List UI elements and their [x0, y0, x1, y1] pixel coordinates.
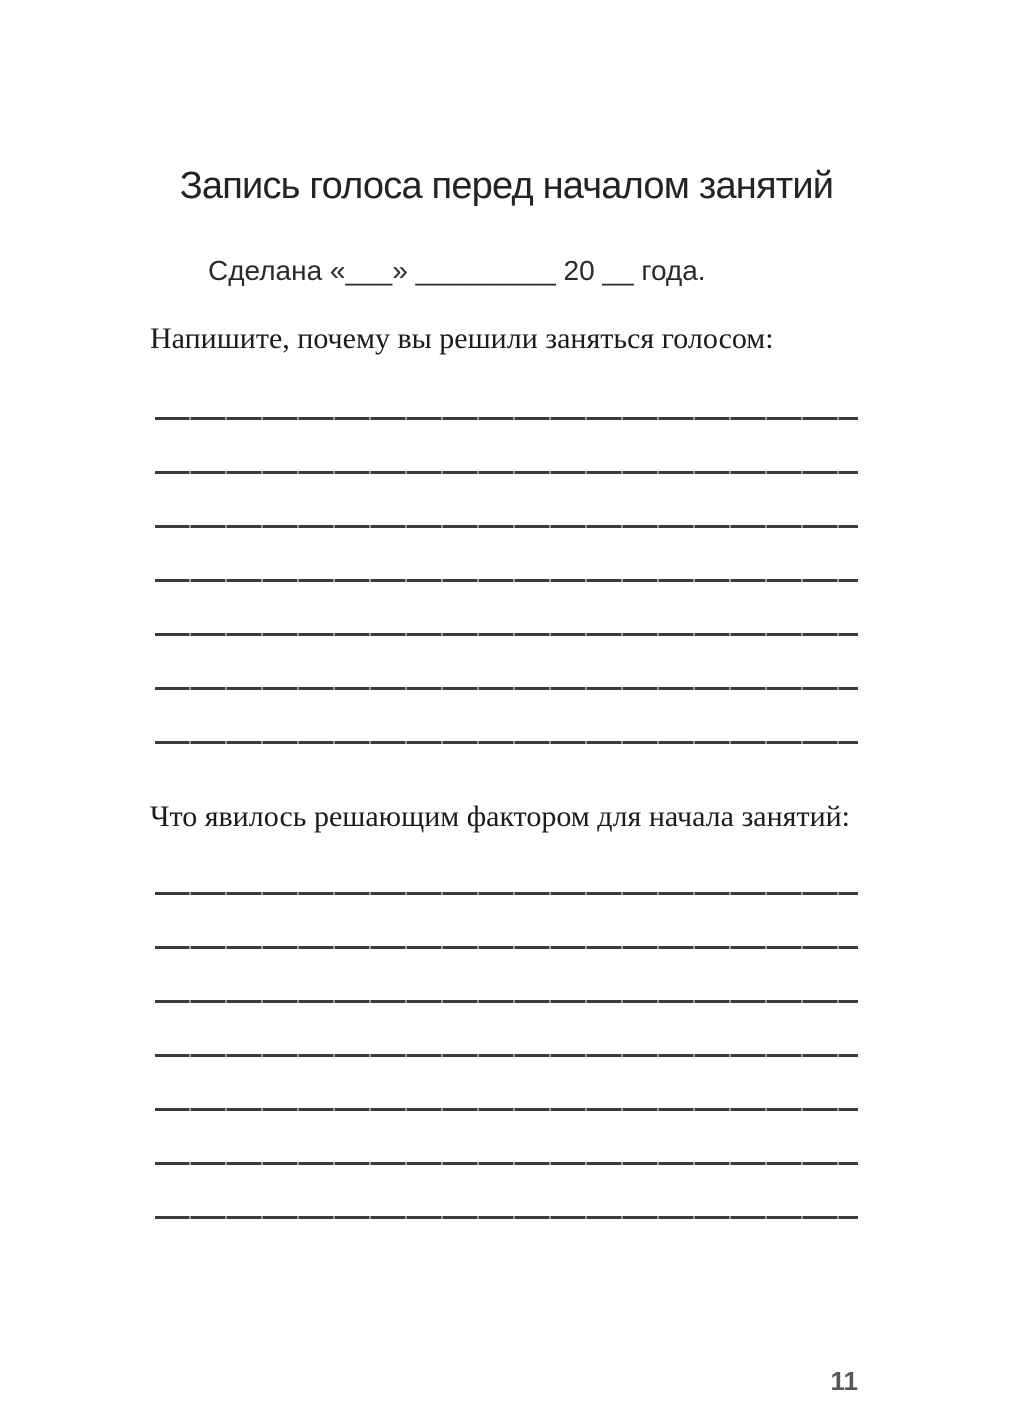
- answer-blank-line: [155, 946, 858, 949]
- answer-lines-section-1: [155, 417, 858, 744]
- answer-blank-line: [155, 1000, 858, 1003]
- answer-blank-line: [155, 579, 858, 582]
- page-title: Запись голоса перед началом занятий: [179, 165, 834, 207]
- answer-blank-line: [155, 892, 858, 895]
- page-number: 11: [830, 1366, 858, 1396]
- answer-blank-line: [155, 471, 858, 474]
- answer-blank-line: [155, 525, 858, 528]
- answer-blank-line: [155, 1162, 858, 1165]
- answer-blank-line: [155, 687, 858, 690]
- answer-blank-line: [155, 741, 858, 744]
- answer-lines-section-2: [155, 892, 858, 1219]
- answer-blank-line: [155, 1054, 858, 1057]
- question-prompt-decisive-factor: Что явилось решающим фактором для начала занятий:: [150, 800, 851, 833]
- answer-blank-line: [155, 1216, 858, 1219]
- answer-blank-line: [155, 633, 858, 636]
- answer-blank-line: [155, 1108, 858, 1111]
- question-prompt-reason: Напишите, почему вы решили заняться голосом:: [150, 322, 774, 355]
- date-fill-in-line: Сделана «___» _________ 20 __ года.: [208, 255, 706, 286]
- answer-blank-line: [155, 417, 858, 420]
